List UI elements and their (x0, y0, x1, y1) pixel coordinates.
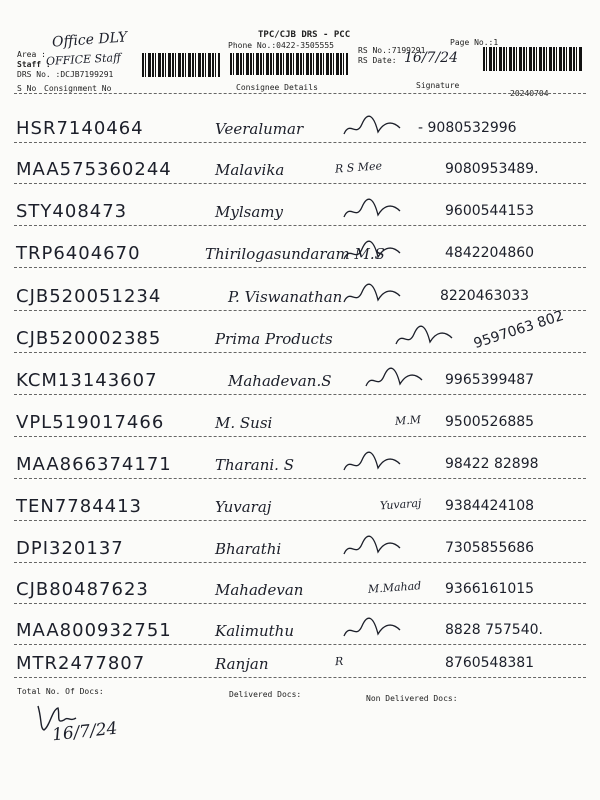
phone-number: 9384424108 (445, 498, 535, 514)
consignment-number: HSR7140464 (16, 118, 144, 139)
phone-number: 9080953489. (445, 161, 539, 177)
col-consignment: Consignment No (44, 84, 112, 93)
signature-scribble (340, 114, 410, 142)
area-value: Office DLY (51, 29, 128, 51)
signature-scribble (340, 239, 410, 267)
consignment-number: CJB520002385 (16, 328, 162, 349)
row-rule (14, 436, 586, 437)
document-title: TPC/CJB DRS - PCC (258, 30, 351, 40)
consignee-name: Mahadevan.S (228, 372, 332, 390)
row-rule (14, 644, 586, 645)
phone-number: 7305855686 (445, 540, 535, 556)
consignee-name: Tharani. S (215, 456, 294, 474)
signature: M.M (394, 413, 422, 428)
staff-label: Staff : (17, 60, 51, 69)
phone-number: 8828 757540. (445, 622, 543, 638)
consignment-number: DPI320137 (16, 538, 124, 559)
consignment-number: MTR2477807 (16, 653, 146, 674)
consignee-name: Kalimuthu (215, 622, 294, 640)
row-rule (14, 478, 586, 479)
consignment-number: TRP6404670 (16, 243, 141, 264)
printed-date: 20240704 (510, 89, 549, 98)
phone-number: - 9080532996 (418, 120, 517, 136)
phone-barcode (230, 53, 348, 75)
consignee-name: Malavika (215, 161, 285, 179)
consignment-number: MAA800932751 (16, 620, 172, 641)
consignment-number: CJB80487623 (16, 579, 149, 600)
phone-number: 9366161015 (445, 581, 535, 597)
col-signature: Signature (416, 81, 460, 90)
delivered-docs-label: Delivered Docs: (229, 690, 302, 699)
signature-scribble (340, 450, 410, 478)
consignee-name: Prima Products (215, 330, 333, 348)
phone-number: 9600544153 (445, 203, 535, 219)
row-rule (14, 225, 586, 226)
consignment-number: VPL519017466 (16, 412, 165, 433)
row-rule (14, 603, 586, 604)
consignee-name: P. Viswanathan (228, 288, 343, 306)
consignee-name: Thirilogasundaram M.S (205, 245, 385, 263)
consignment-number: KCM13143607 (16, 370, 158, 391)
consignee-name: M. Susi (215, 414, 273, 432)
consignee-name: Veeralumar (215, 120, 304, 138)
row-rule (14, 183, 586, 184)
signature-scribble (392, 324, 462, 352)
consignee-name: Yuvaraj (215, 498, 272, 516)
row-rule (14, 352, 586, 353)
drs-number: DRS No. :DCJB7199291 (17, 70, 114, 79)
drs-barcode (142, 53, 220, 77)
row-rule (14, 394, 586, 395)
consignee-name: Mylsamy (215, 203, 283, 221)
row-rule (14, 267, 586, 268)
consignee-name: Mahadevan (215, 581, 304, 599)
rs-number: RS No.:7199291 (358, 46, 426, 55)
col-consignee: Consignee Details (236, 83, 318, 92)
phone-number: 8220463033 (440, 288, 530, 304)
consignee-name: Ranjan (215, 655, 269, 673)
signature: R (334, 654, 344, 669)
col-sno: S No (17, 84, 37, 93)
rs-date-label: RS Date: (358, 56, 397, 65)
rs-date-value: 16/7/24 (404, 50, 458, 66)
page-barcode (483, 47, 583, 71)
phone-number: 8760548381 (445, 655, 535, 671)
row-rule (14, 562, 586, 563)
staff-value: OFFICE Staff (45, 51, 122, 68)
consignee-name: Bharathi (215, 540, 282, 558)
area-label: Area : (17, 50, 46, 59)
header-rule (14, 93, 586, 94)
phone-number: 9500526885 (445, 414, 535, 430)
consignment-number: STY408473 (16, 201, 128, 222)
phone-number: 9965399487 (445, 372, 535, 388)
row-rule (14, 677, 586, 678)
signature: M.Mahad (367, 579, 422, 596)
row-rule (14, 142, 586, 143)
phone-number: 9597063 802 (471, 307, 566, 353)
phone-number: 98422 82898 (445, 456, 539, 472)
signature-scribble (340, 197, 410, 225)
consignment-number: CJB520051234 (16, 286, 162, 307)
signature-scribble (340, 534, 410, 562)
receiver-date: 16/7/24 (51, 718, 119, 746)
phone-number: Phone No.:0422-3505555 (228, 41, 334, 50)
row-rule (14, 520, 586, 521)
page-number: Page No.:1 (450, 38, 499, 47)
signature-scribble (340, 616, 410, 644)
row-rule (14, 310, 586, 311)
consignment-number: MAA575360244 (16, 159, 172, 180)
signature: R S Mee (334, 159, 383, 176)
non-delivered-docs-label: Non Delivered Docs: (366, 694, 458, 703)
signature: Yuvaraj (379, 496, 422, 513)
phone-number: 4842204860 (445, 245, 535, 261)
signature-scribble (340, 282, 410, 310)
consignment-number: MAA866374171 (16, 454, 172, 475)
consignment-number: TEN7784413 (16, 496, 142, 517)
total-docs-label: Total No. Of Docs: (17, 687, 104, 696)
signature-scribble (362, 366, 432, 394)
